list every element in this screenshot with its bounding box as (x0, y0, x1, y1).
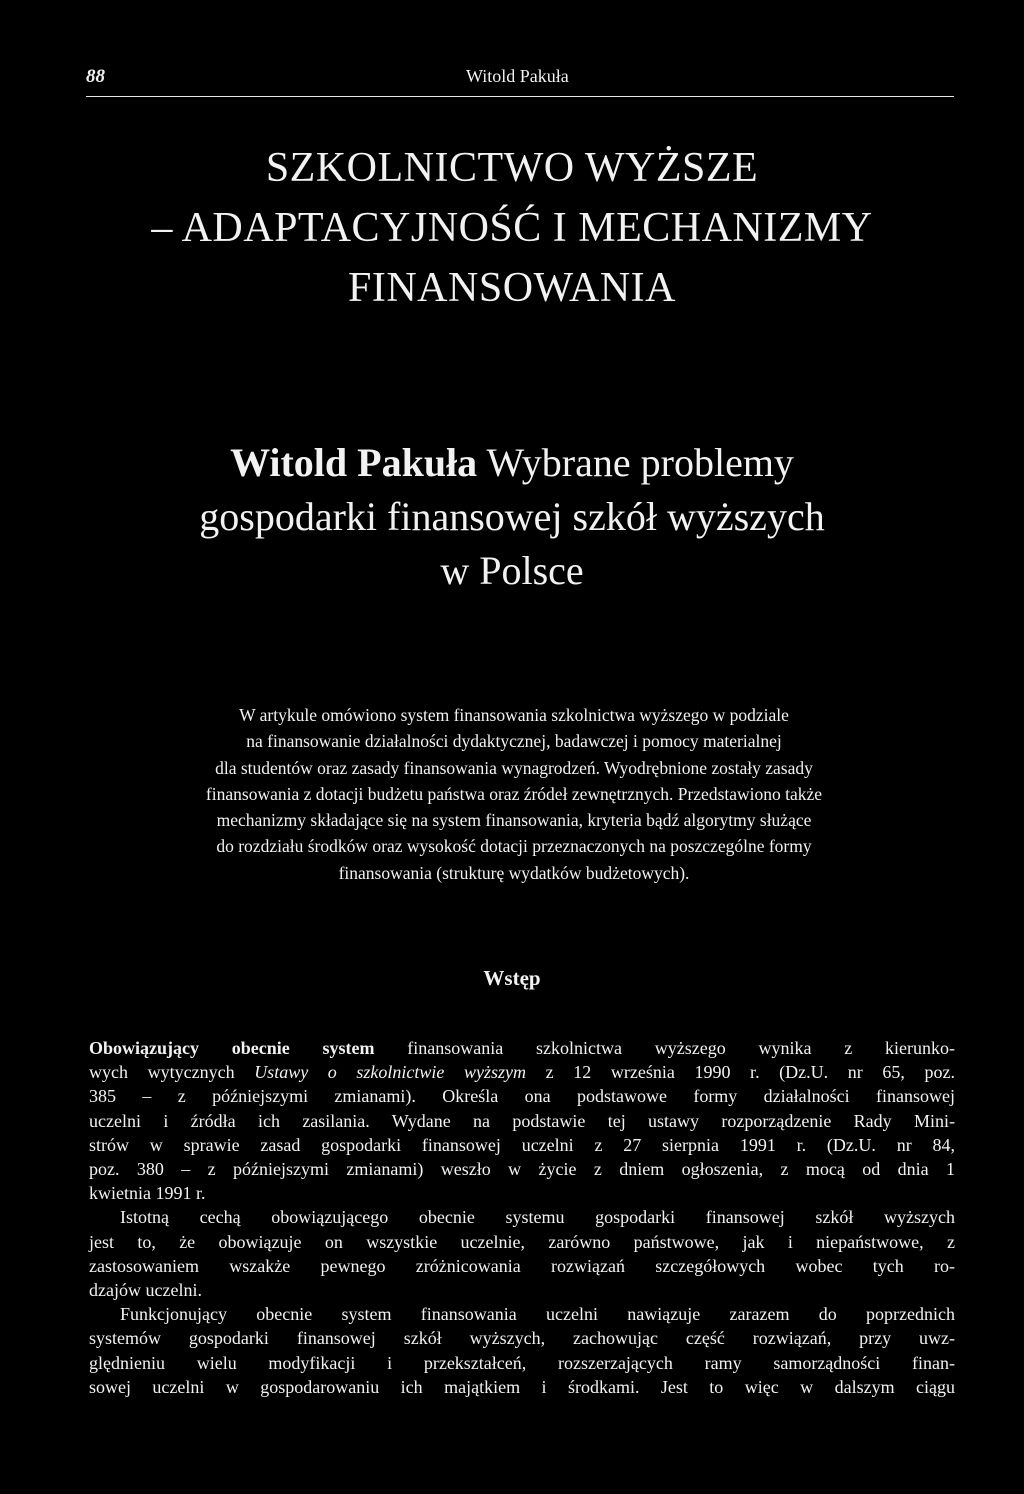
paragraph (89, 1036, 955, 1205)
text-line: ględnieniu wielu modyfikacji i przekształceń, rozszerzających ramy samorządności finan- (89, 1352, 955, 1373)
abstract-line: mechanizmy składające się na system finansowania, kryteria bądź algorytmy służące (216, 810, 812, 831)
main-title (60, 138, 964, 318)
title-line: FINANSOWANIA (348, 265, 676, 311)
text-line: uczelni i źródła ich zasilania. Wydane na podstawie tej ustawy rozporządzenie Rady Mini- (89, 1110, 955, 1131)
abstract-line: na finansowanie działalności dydaktycznej, badawczej i pomocy materialnej (246, 731, 782, 752)
text-line: systemów gospodarki finansowej szkół wyższych, zachowując część rozwiązań, przy uwz- (89, 1328, 955, 1349)
text-line: zastosowaniem wszakże pewnego zróżnicowania rozwiązań szczegółowych wobec tych ro- (89, 1255, 955, 1276)
abstract-line: dla studentów oraz zasady finansowania wynagrodzeń. Wyodrębnione zostały zasady (215, 757, 813, 778)
abstract-line: finansowania z dotacji budżetu państwa oraz źródeł zewnętrznych. Przedstawiono także (205, 783, 823, 804)
italic-text: Ustawy o szkolnictwie wyższym (254, 1062, 527, 1083)
text-line: kwietnia 1991 r. (89, 1183, 206, 1204)
text-line (89, 1060, 955, 1084)
title-line: – ADAPTACYJNOŚĆ I MECHANIZMY (151, 205, 873, 251)
text-line: dzajów uczelni. (89, 1280, 202, 1301)
text-line: Funkcjonujący obecnie system finansowania uczelni nawiązuje zarazem do poprzednich (120, 1304, 955, 1325)
body-text (89, 1036, 955, 1399)
subtitle-text: Wybrane problemy (477, 440, 794, 485)
text-run: z 12 września 1990 r. (Dz.U. nr 65, poz. (526, 1062, 955, 1083)
subtitle-line: gospodarki finansowej szkół wyższych (199, 494, 825, 539)
text-line: poz. 380 – z późniejszymi zmianami) weszło w życie z dniem ogłoszenia, z mocą od dnia 1 (89, 1159, 955, 1180)
paragraph (89, 1205, 955, 1302)
subtitle-line (60, 436, 964, 490)
text-line (89, 1036, 955, 1060)
text-line: Istotną cechą obowiązującego obecnie systemu gospodarki finansowej szkół wyższych (120, 1207, 955, 1228)
bold-text: Obowiązujący obecnie system (89, 1038, 375, 1058)
text-line: strów w sprawie zasad gospodarki finansowej uczelni z 27 sierpnia 1991 r. (Dz.U. nr 84, (89, 1134, 955, 1155)
paragraph (89, 1302, 955, 1399)
text-run: wych wytycznych (89, 1062, 255, 1083)
author-name: Witold Pakuła (230, 440, 478, 485)
page-number: 88 (86, 66, 105, 87)
abstract-line: W artykule omówiono system finansowania szkolnictwa wyższego w podziale (239, 705, 789, 725)
running-title: Witold Pakuła (466, 66, 569, 86)
article-subtitle (60, 436, 964, 598)
text-line: sowej uczelni w gospodarowaniu ich majątkiem i środkami. Jest to więc w dalszym ciągu (89, 1376, 955, 1397)
subtitle-line: w Polsce (440, 548, 584, 593)
abstract (104, 702, 924, 886)
text-line: 385 – z późniejszymi zmianami). Określa ona podstawowe formy działalności finansowej (89, 1086, 955, 1107)
title-line: SZKOLNICTWO WYŻSZE (265, 145, 759, 191)
text-line: jest to, że obowiązuje on wszystkie uczelnie, zarówno państwowe, jak i niepaństwowe, z (89, 1231, 955, 1252)
abstract-line: do rozdziału środków oraz wysokość dotacji przeznaczonych na poszczególne formy (216, 836, 812, 857)
abstract-line: finansowania (strukturę wydatków budżetowych). (338, 862, 690, 883)
section-heading: Wstęp (483, 966, 541, 990)
page-header (86, 66, 954, 97)
text-run: finansowania szkolnictwa wyższego wynika z kierunko- (374, 1038, 955, 1058)
